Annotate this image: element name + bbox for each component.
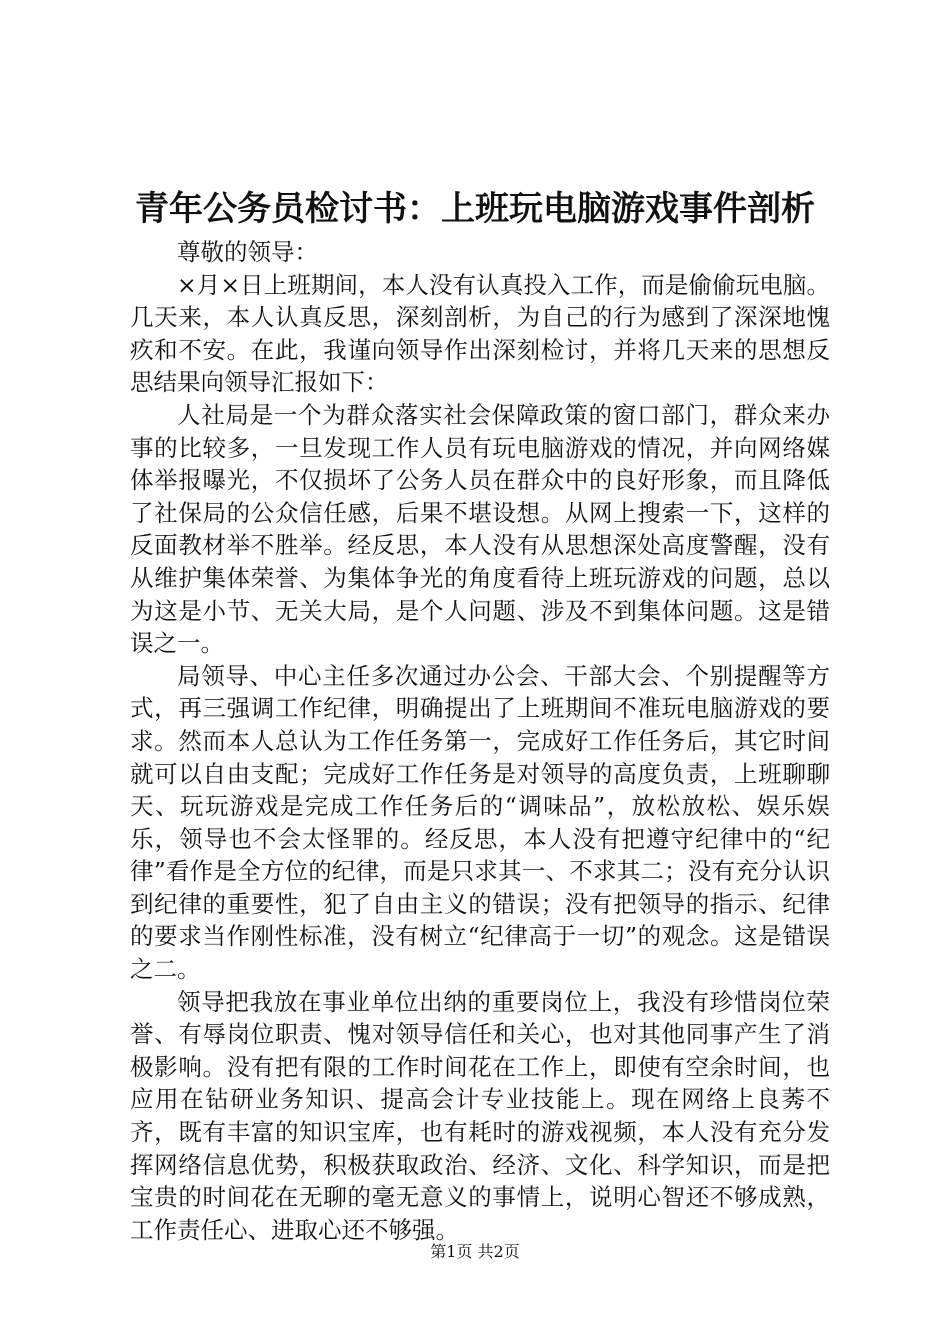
document-body bbox=[130, 236, 830, 1246]
paragraph-3: 局领导、中心主任多次通过办公会、干部大会、个别提醒等方式，再三强调工作纪律，明确提出了上班期间不准玩电脑游戏的要求。然而本人总认为工作任务第一，完成好工作任务后，其它时间就可以自由支配；完成好工作任务是对领导的高度负责，上班聊聊天、玩玩游戏是完成工作任务后的“调味品”，放松放松、娱乐娱乐，领导也不会太怪罪的。经反思，本人没有把遵守纪律中的“纪律”看作是全方位的纪律，而是只求其一、不求其二；没有充分认识到纪律的重要性，犯了自由主义的错误；没有把领导的指示、纪律的要求当作刚性标准，没有树立“纪律高于一切”的观念。这是错误之二。 bbox=[130, 661, 830, 984]
paragraph-2: 人社局是一个为群众落实社会保障政策的窗口部门，群众来办事的比较多，一旦发现工作人员有玩电脑游戏的情况，并向网络媒体举报曝光，不仅损坏了公务人员在群众中的良好形象，而且降低了社保局的公众信任感，后果不堪设想。从网上搜索一下，这样的反面教材举不胜举。经反思，本人没有从思想深处高度警醒，没有从维护集体荣誉、为集体争光的角度看待上班玩游戏的问题，总以为这是小节、无关大局，是个人问题、涉及不到集体问题。这是错误之一。 bbox=[130, 400, 830, 658]
paragraph-4: 领导把我放在事业单位出纳的重要岗位上，我没有珍惜岗位荣誉、有辱岗位职责、愧对领导信任和关心，也对其他同事产生了消极影响。没有把有限的工作时间花在工作上，即使有空余时间，也应用在钻研业务知识、提高会计专业技能上。现在网络上良莠不齐，既有丰富的知识宝库，也有耗时的游戏视频，本人没有充分发挥网络信息优势，积极获取政治、经济、文化、科学知识，而是把宝贵的时间花在无聊的毫无意义的事情上，说明心智还不够成熟，工作责任心、进取心还不够强。 bbox=[130, 987, 830, 1244]
paragraph-1: ×月×日上班期间，本人没有认真投入工作，而是偷偷玩电脑。几天来，本人认真反思，深刻剖析，为自己的行为感到了深深地愧疚和不安。在此，我谨向领导作出深刻检讨，并将几天来的思想反思结果向领导汇报如下： bbox=[130, 270, 830, 397]
document-title: 青年公务员检讨书：上班玩电脑游戏事件剖析 bbox=[135, 189, 815, 229]
greeting: 尊敬的领导： bbox=[177, 238, 318, 266]
page-number: 第1页 共2页 bbox=[430, 1242, 520, 1261]
